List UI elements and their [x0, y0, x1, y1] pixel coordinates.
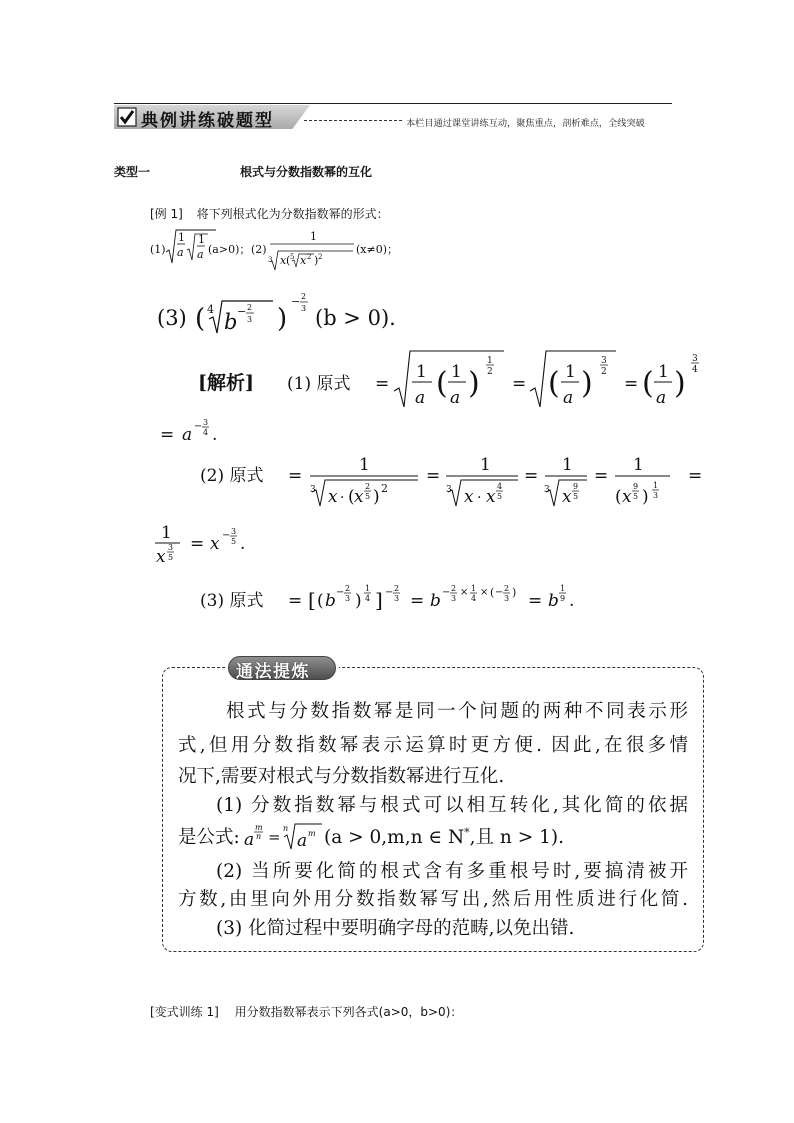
- svg-text:2: 2: [381, 482, 388, 495]
- svg-text:1: 1: [480, 455, 491, 475]
- svg-text:=: =: [375, 374, 390, 394]
- solution-part-3: [150, 575, 710, 620]
- practice-tag: [变式训练 1]: [150, 1005, 219, 1019]
- svg-text:2: 2: [451, 584, 457, 593]
- svg-text:1: 1: [471, 584, 477, 593]
- svg-text:.: .: [240, 534, 246, 554]
- svg-text:x: x: [280, 254, 287, 267]
- svg-text:): ): [581, 366, 593, 401]
- type-label: 类型一: [114, 165, 151, 179]
- svg-text:=: =: [410, 591, 425, 611]
- svg-text:3: 3: [345, 594, 351, 603]
- svg-text:=: =: [688, 466, 703, 486]
- svg-text:4: 4: [692, 365, 698, 375]
- header-dash: [304, 120, 402, 121]
- practice-text: 用分数指数幂表示下列各式(a>0，b>0)：: [234, 1005, 463, 1019]
- svg-text:=: =: [528, 591, 543, 611]
- svg-text:b: b: [224, 310, 238, 334]
- svg-text:(: (: [195, 304, 206, 334]
- svg-text:1: 1: [633, 455, 644, 475]
- svg-text:=: =: [160, 425, 175, 445]
- svg-text:3: 3: [601, 356, 607, 366]
- svg-text:=: =: [426, 466, 441, 486]
- svg-text:=: =: [190, 534, 205, 554]
- method-line-5: [178, 818, 698, 858]
- method-line-8: (3) 化简过程中要明确字母的范畴,以免出错.: [216, 918, 575, 939]
- svg-text:=: =: [512, 374, 527, 394]
- svg-text:=: =: [288, 591, 303, 611]
- svg-text:×: ×: [480, 587, 489, 598]
- svg-text:=: =: [624, 374, 639, 394]
- svg-text:x: x: [354, 487, 364, 507]
- svg-text:1: 1: [198, 233, 205, 246]
- svg-text:2: 2: [301, 292, 307, 301]
- svg-text:1: 1: [565, 362, 576, 382]
- method-line-4: (1) 分数指数幂与根式可以相互转化,其化简的依据: [216, 795, 688, 816]
- header-rule: [114, 103, 672, 104]
- svg-text:−: −: [237, 305, 247, 318]
- svg-text:(: (: [436, 366, 448, 401]
- svg-text:x: x: [486, 487, 496, 507]
- solution-part-1: [150, 345, 710, 450]
- svg-text:1: 1: [562, 455, 573, 475]
- svg-text:2: 2: [345, 584, 351, 593]
- section-title: 典例讲练破题型: [141, 111, 274, 131]
- svg-text:1: 1: [658, 362, 669, 382]
- svg-text:a: a: [415, 388, 426, 408]
- svg-text:[: [: [308, 588, 316, 612]
- svg-text:4: 4: [471, 594, 477, 603]
- svg-text:−: −: [194, 421, 203, 432]
- svg-text:x: x: [464, 487, 474, 507]
- svg-text:n: n: [283, 824, 289, 833]
- svg-text:−: −: [495, 587, 504, 598]
- solution-part-2: [150, 450, 710, 565]
- svg-text:b: b: [430, 591, 441, 611]
- svg-text:3: 3: [544, 485, 550, 495]
- svg-text:9: 9: [573, 482, 579, 491]
- svg-text:m: m: [308, 829, 316, 838]
- svg-text:1: 1: [161, 523, 172, 543]
- method-title: 通法提炼: [236, 662, 310, 682]
- svg-text:−: −: [222, 530, 231, 541]
- svg-text:2: 2: [487, 367, 493, 377]
- svg-text:a: a: [177, 246, 184, 259]
- svg-text:3: 3: [446, 485, 452, 495]
- example-prompt: 将下列根式化为分数指数幂的形式：: [196, 207, 389, 221]
- svg-text:3: 3: [203, 418, 209, 427]
- svg-text:1: 1: [451, 362, 462, 382]
- svg-text:x: x: [562, 487, 572, 507]
- svg-text:n: n: [256, 832, 262, 841]
- svg-text:): ): [373, 487, 380, 507]
- svg-text:5: 5: [168, 553, 174, 562]
- svg-text:5: 5: [573, 492, 579, 501]
- svg-text:a: a: [197, 248, 204, 261]
- svg-text:(: (: [317, 591, 324, 611]
- svg-text:x: x: [210, 534, 220, 554]
- svg-text:(: (: [642, 366, 654, 401]
- svg-text:m: m: [255, 823, 263, 832]
- svg-text:−: −: [442, 587, 451, 598]
- svg-text:3: 3: [231, 527, 237, 536]
- svg-text:1: 1: [359, 455, 370, 475]
- svg-text:2: 2: [247, 303, 253, 312]
- svg-text:3: 3: [692, 354, 698, 364]
- solution-3-label: (3) 原式: [200, 591, 264, 611]
- svg-text:=: =: [268, 828, 281, 846]
- svg-text:1: 1: [560, 584, 566, 593]
- practice-heading: [150, 1003, 462, 1020]
- svg-text:): ): [674, 366, 686, 401]
- example-formula-3: [155, 285, 445, 345]
- svg-text:4: 4: [207, 303, 214, 316]
- svg-text:(: (: [615, 487, 622, 507]
- svg-text:3: 3: [268, 256, 273, 264]
- svg-text:·: ·: [477, 490, 482, 506]
- example-heading: [150, 205, 389, 222]
- svg-text:): ): [468, 366, 480, 401]
- svg-text:]: ]: [375, 588, 383, 612]
- svg-text:=: =: [288, 466, 303, 486]
- section-subtitle: 本栏目通过课堂讲练互动，聚焦重点，剖析难点，全线突破: [406, 118, 645, 129]
- svg-text:3: 3: [394, 594, 400, 603]
- svg-text:a: a: [182, 425, 193, 445]
- svg-text:2: 2: [394, 584, 400, 593]
- svg-text:1: 1: [178, 231, 185, 244]
- svg-text:2: 2: [307, 253, 312, 261]
- svg-text:): ): [642, 487, 649, 507]
- svg-text:a: a: [297, 831, 308, 851]
- solution-tag: [解析]: [198, 372, 254, 394]
- svg-text:): ): [512, 586, 517, 599]
- method-line-2: 式,但用分数指数幂表示运算时更方便. 因此,在很多情: [178, 735, 688, 756]
- svg-text:1: 1: [487, 356, 493, 366]
- checkmark-icon: [117, 107, 137, 127]
- svg-text:2: 2: [504, 584, 510, 593]
- svg-text:3: 3: [301, 304, 307, 313]
- svg-text:1: 1: [310, 230, 317, 243]
- method-line-7: 方数,由里向外用分数指数幂写出,然后用性质进行化简.: [178, 889, 688, 910]
- svg-text:5: 5: [497, 492, 503, 501]
- svg-text:a: a: [244, 830, 255, 850]
- svg-text:(: (: [286, 254, 291, 267]
- svg-text:x: x: [328, 487, 338, 507]
- svg-text:.: .: [212, 425, 218, 445]
- svg-text:4: 4: [497, 482, 503, 491]
- svg-text:.: .: [569, 591, 575, 611]
- svg-text:3: 3: [653, 491, 659, 500]
- svg-text:): ): [314, 254, 319, 267]
- svg-text:2: 2: [601, 367, 607, 377]
- svg-text:3: 3: [247, 315, 253, 324]
- svg-text:3: 3: [168, 543, 174, 552]
- svg-text:3: 3: [310, 485, 316, 495]
- example-tag: [例 1]: [150, 207, 183, 221]
- svg-text:): ): [355, 591, 362, 611]
- svg-text:(: (: [348, 487, 355, 507]
- example-p1-label: (1): [150, 243, 166, 256]
- svg-text:5: 5: [231, 537, 237, 546]
- svg-text:b: b: [325, 591, 336, 611]
- svg-text:=: =: [594, 466, 609, 486]
- svg-text:9: 9: [633, 482, 639, 491]
- example-p2-label: (2): [251, 243, 267, 256]
- method-line-3: 况下,需要对根式与分数指数幂进行互化.: [178, 766, 505, 787]
- svg-text:1: 1: [365, 584, 371, 593]
- svg-text:2: 2: [365, 482, 371, 491]
- svg-text:9: 9: [560, 594, 566, 603]
- svg-text:b: b: [548, 591, 559, 611]
- svg-text:2: 2: [318, 253, 323, 261]
- svg-text:−: −: [336, 587, 345, 598]
- svg-text:5: 5: [633, 492, 639, 501]
- method-line-5-cond: (a > 0,m,n ∈ N*,且 n > 1).: [324, 825, 564, 848]
- method-line-6: (2) 当所要化简的根式含有多重根号时,要搞清被开: [216, 861, 688, 882]
- svg-text:a: a: [656, 388, 667, 408]
- svg-text:3: 3: [451, 594, 457, 603]
- svg-text:5: 5: [365, 492, 371, 501]
- example-formulas-1-2: [148, 226, 408, 272]
- svg-text:5: 5: [290, 253, 295, 261]
- svg-text:×: ×: [460, 587, 469, 598]
- method-line-1: 根式与分数指数幂是同一个问题的两种不同表示形: [226, 701, 688, 722]
- example-p3-label: (3): [157, 306, 187, 330]
- svg-text:4: 4: [365, 594, 371, 603]
- solution-2-label: (2) 原式: [200, 466, 264, 486]
- example-p3-cond: (b > 0).: [315, 306, 396, 330]
- svg-text:1: 1: [416, 362, 427, 382]
- svg-text:3: 3: [504, 594, 510, 603]
- method-line-5-pre: 是公式:: [178, 827, 240, 848]
- svg-text:=: =: [524, 466, 539, 486]
- svg-text:−: −: [385, 587, 394, 598]
- radical-formula: [244, 818, 322, 854]
- svg-text:): ): [277, 304, 288, 334]
- svg-text:·: ·: [340, 490, 345, 506]
- svg-text:−: −: [291, 295, 301, 308]
- svg-text:4: 4: [203, 428, 209, 437]
- example-p1-cond: (a>0)；: [208, 243, 251, 256]
- svg-text:a: a: [563, 388, 574, 408]
- example-p2-cond: (x≠0)；: [356, 243, 399, 256]
- svg-text:x: x: [300, 254, 307, 267]
- svg-text:(: (: [490, 586, 495, 599]
- solution-1-label: (1) 原式: [287, 374, 351, 394]
- svg-text:x: x: [156, 547, 166, 565]
- svg-text:1: 1: [653, 481, 659, 490]
- svg-text:(: (: [548, 366, 560, 401]
- svg-text:a: a: [450, 388, 461, 408]
- svg-text:x: x: [622, 487, 632, 507]
- type-name: 根式与分数指数幂的互化: [240, 165, 373, 179]
